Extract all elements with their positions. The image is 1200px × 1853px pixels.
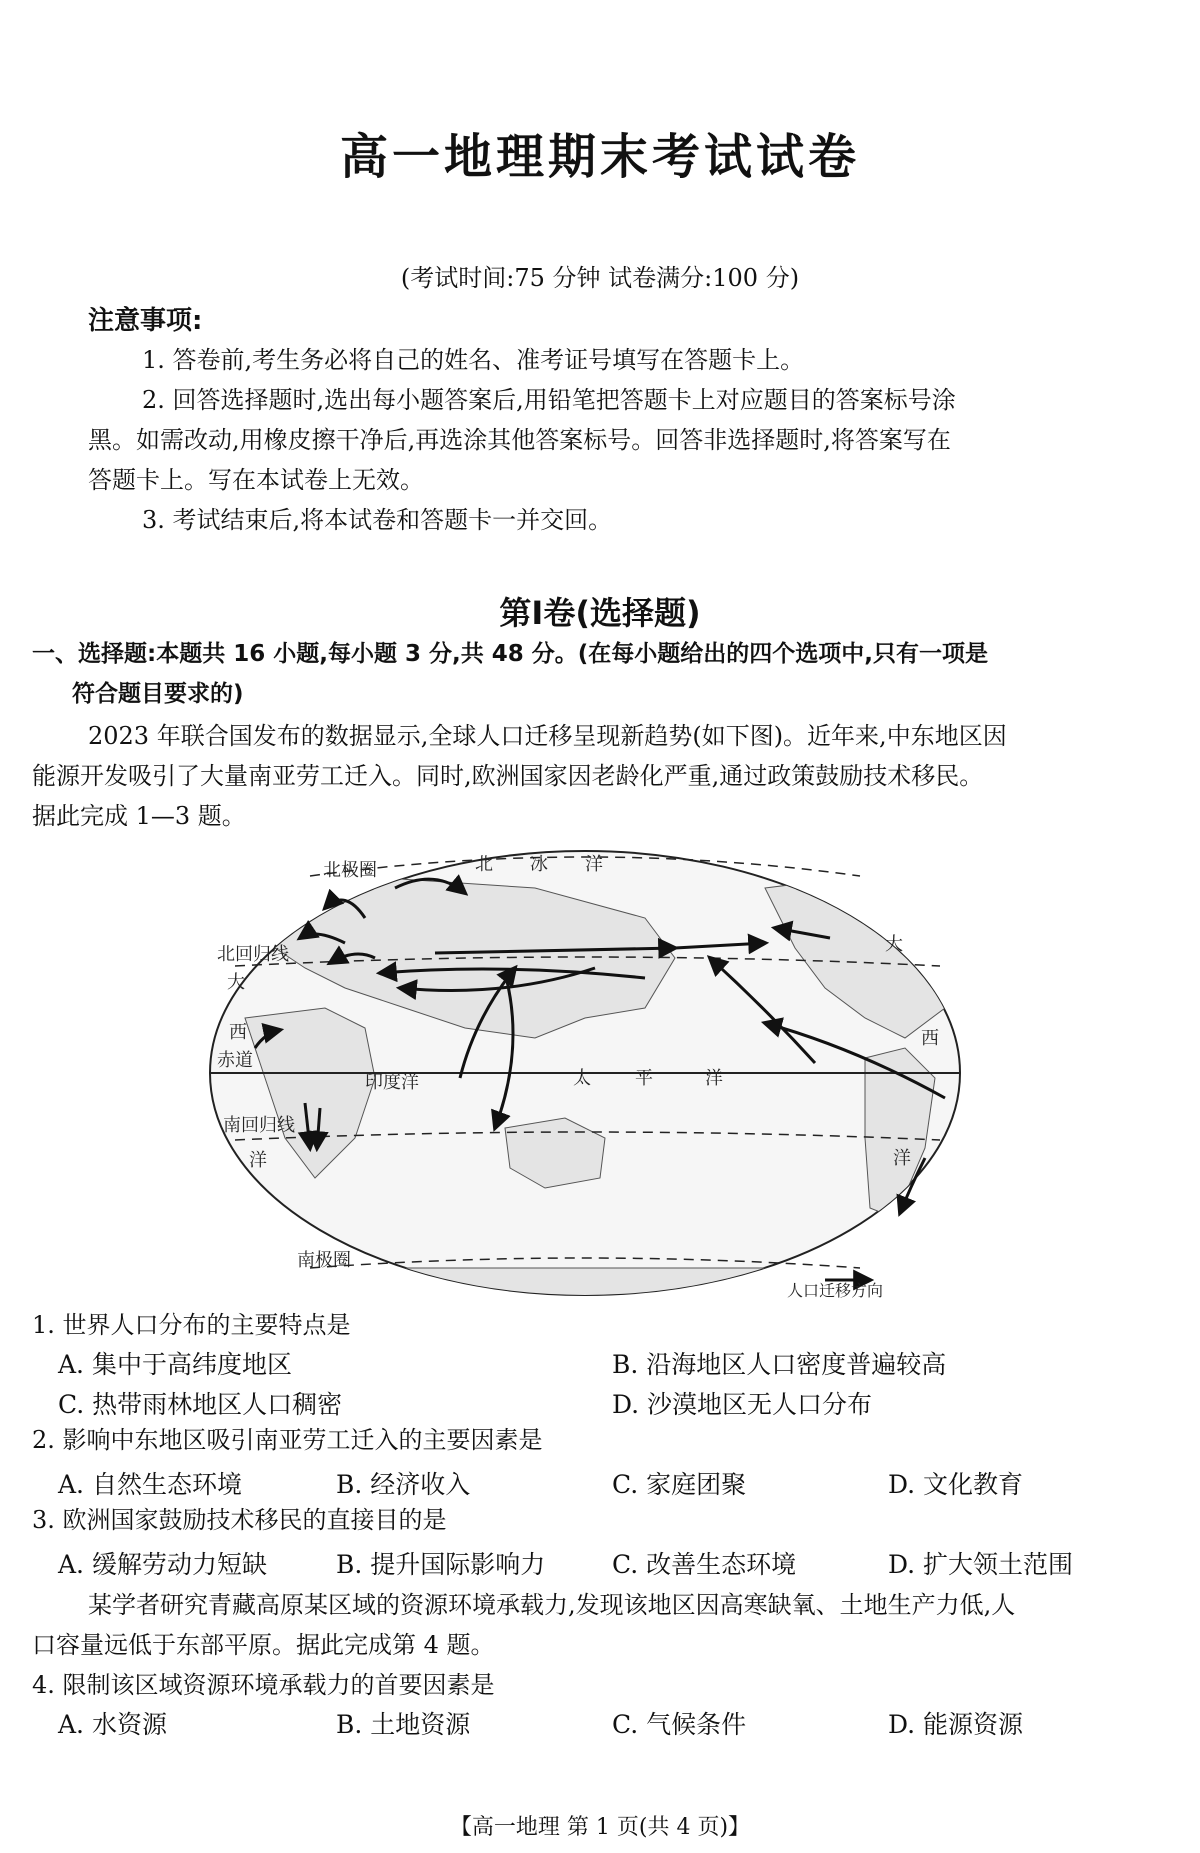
label-atlantic-left-2: 西 [229,1022,247,1043]
label-atlantic-right-2: 西 [921,1028,939,1049]
question-4-option-d[interactable]: D. 能源资源 [888,1710,1024,1739]
label-arctic-ocean-1: 北 [475,854,493,875]
passage-1-line-3: 据此完成 1—3 题。 [32,802,246,830]
label-arctic-circle: 北极圈 [323,860,377,881]
label-atlantic-right-3: 洋 [893,1148,911,1169]
world-migration-map [205,848,985,1300]
notice-item-2-line-2: 黑。如需改动,用橡皮擦干净后,再选涂其他答案标号。回答非选择题时,将答案写在 [88,426,951,454]
question-4-stem: 4. 限制该区域资源环境承载力的首要因素是 [32,1671,495,1699]
label-arctic-ocean-2: 冰 [530,854,548,875]
label-pacific-2: 平 [635,1068,653,1089]
label-pacific-1: 太 [573,1068,591,1089]
label-atlantic-right-1: 大 [885,934,903,955]
label-tropic-capricorn: 南回归线 [223,1115,295,1136]
label-antarctic-circle: 南极圈 [297,1250,351,1271]
question-3-option-c[interactable]: C. 改善生态环境 [612,1550,797,1579]
map-body [205,851,985,1300]
passage-1-line-2: 能源开发吸引了大量南亚劳工迁入。同时,欧洲国家因老龄化严重,通过政策鼓励技术移民。 [32,762,984,790]
label-tropic-cancer: 北回归线 [217,944,289,965]
question-3-option-d[interactable]: D. 扩大领土范围 [888,1550,1074,1579]
exam-info: (考试时间:75 分钟 试卷满分:100 分) [400,264,800,292]
notice-item-3: 3. 考试结束后,将本试卷和答题卡一并交回。 [142,506,613,534]
notice-item-1: 1. 答卷前,考生务必将自己的姓名、准考证号填写在答题卡上。 [142,346,805,374]
question-1-option-a[interactable]: A. 集中于高纬度地区 [58,1350,292,1379]
question-1-stem: 1. 世界人口分布的主要特点是 [32,1311,351,1339]
label-indian-ocean: 印度洋 [365,1072,419,1093]
label-pacific-3: 洋 [705,1068,723,1089]
notice-heading: 注意事项: [88,306,203,336]
question-2-option-b[interactable]: B. 经济收入 [336,1470,471,1499]
label-equator: 赤道 [217,1050,253,1071]
question-2-option-d[interactable]: D. 文化教育 [888,1470,1024,1499]
passage-2-line-1: 某学者研究青藏高原某区域的资源环境承载力,发现该地区因高寒缺氧、土地生产力低,人 [88,1591,1016,1619]
page-title: 高一地理期末考试试卷 [339,129,860,185]
question-3-stem: 3. 欧洲国家鼓励技术移民的直接目的是 [32,1506,447,1534]
question-1-option-d[interactable]: D. 沙漠地区无人口分布 [612,1390,873,1419]
label-atlantic-left-1: 大 [227,972,245,993]
question-3-option-b[interactable]: B. 提升国际影响力 [336,1550,546,1579]
label-arctic-ocean-3: 洋 [585,854,603,875]
question-1-option-c[interactable]: C. 热带雨林地区人口稠密 [58,1390,343,1419]
question-2-option-c[interactable]: C. 家庭团聚 [612,1470,747,1499]
label-atlantic-left-3: 洋 [249,1150,267,1171]
question-2-option-a[interactable]: A. 自然生态环境 [58,1470,242,1499]
passage-2-line-2: 口容量远低于东部平原。据此完成第 4 题。 [32,1631,495,1659]
question-2-stem: 2. 影响中东地区吸引南亚劳工迁入的主要因素是 [32,1426,543,1454]
question-4-option-b[interactable]: B. 土地资源 [336,1710,471,1739]
part1-instructions-line-1: 一、选择题:本题共 16 小题,每小题 3 分,共 48 分。(在每小题给出的四个选项中,只有一项是 [32,641,988,667]
question-1-option-b[interactable]: B. 沿海地区人口密度普遍较高 [612,1350,947,1379]
page-footer: 【高一地理 第 1 页(共 4 页)】 [449,1815,751,1840]
question-4-option-a[interactable]: A. 水资源 [58,1710,167,1739]
notice-item-2-line-1: 2. 回答选择题时,选出每小题答案后,用铅笔把答题卡上对应题目的答案标号涂 [142,386,956,414]
question-4-option-c[interactable]: C. 气候条件 [612,1710,747,1739]
section-title: 第Ⅰ卷(选择题) [499,594,701,632]
part1-instructions-line-2: 符合题目要求的) [72,681,244,707]
notice-item-2-line-3: 答题卡上。写在本试卷上无效。 [88,466,424,494]
question-3-option-a[interactable]: A. 缓解劳动力短缺 [58,1550,267,1579]
legend-label: 人口迁移方向 [787,1281,884,1300]
passage-1-line-1: 2023 年联合国发布的数据显示,全球人口迁移呈现新趋势(如下图)。近年来,中东地区因 [88,722,1007,750]
